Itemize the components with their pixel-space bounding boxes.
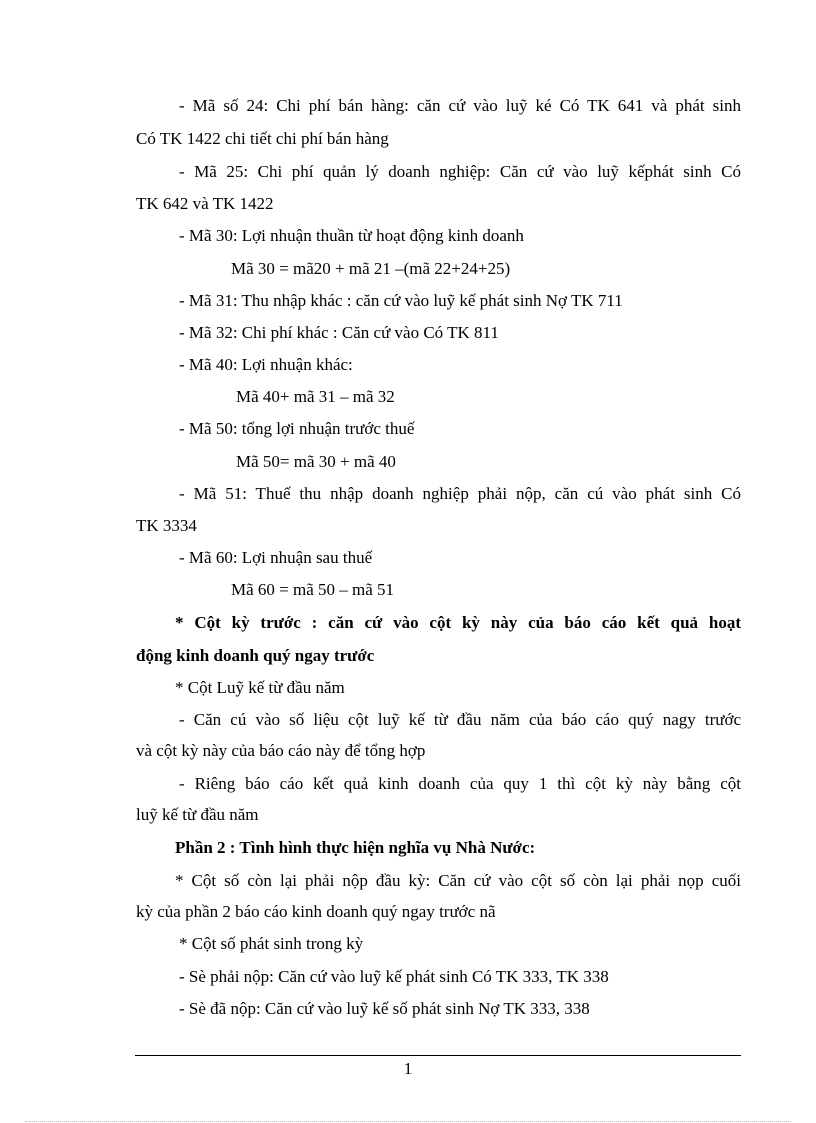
- footer-rule: [135, 1055, 741, 1056]
- text-line: - Riêng báo cáo kết quả kinh doanh của quy 1 thì cột kỳ này bằng cột: [179, 774, 741, 793]
- text-line: - Mã 25: Chi phí quản lý doanh nghiệp: Căn cứ vào luỹ kếphát sinh Có: [179, 162, 741, 181]
- formula-line: Mã 50= mã 30 + mã 40: [236, 452, 396, 471]
- page-break-line: [25, 1121, 791, 1122]
- text-line: và cột kỳ này của báo cáo này để tổng hợp: [136, 741, 426, 760]
- text-line: * Cột số còn lại phải nộp đầu kỳ: Căn cứ vào cột số còn lại phải nọp cuối: [175, 871, 741, 890]
- section-heading: động kinh doanh quý ngay trước: [136, 646, 375, 665]
- text-line: TK 3334: [136, 516, 197, 535]
- text-line: - Mã 40: Lợi nhuận khác:: [179, 355, 353, 374]
- text-line: - Sè phải nộp: Căn cứ vào luỹ kế phát sinh Có TK 333, TK 338: [179, 967, 609, 986]
- text-line: - Mã 51: Thuế thu nhập doanh nghiệp phải nộp, căn cú vào phát sinh Có: [179, 484, 741, 503]
- text-line: - Sè đã nộp: Căn cứ vào luỹ kế số phát sinh Nợ TK 333, 338: [179, 999, 590, 1018]
- text-line: * Cột số phát sinh trong kỳ: [179, 934, 364, 953]
- text-line: kỳ của phần 2 báo cáo kinh doanh quý ngay trước nã: [136, 902, 496, 921]
- text-line: - Mã 32: Chi phí khác : Căn cứ vào Có TK 811: [179, 323, 499, 342]
- text-line: TK 642 và TK 1422: [136, 194, 274, 213]
- section-heading: * Cột kỳ trước : căn cứ vào cột kỳ này của báo cáo kết quả hoạt: [175, 613, 741, 632]
- section-heading: Phần 2 : Tình hình thực hiện nghĩa vụ Nhà Nước:: [175, 838, 536, 857]
- text-line: - Mã số 24: Chi phí bán hàng: căn cứ vào luỹ ké Có TK 641 và phát sinh: [179, 96, 741, 115]
- text-line: - Mã 30: Lợi nhuận thuần từ hoạt động kinh doanh: [179, 226, 524, 245]
- text-line: - Mã 60: Lợi nhuận sau thuế: [179, 548, 373, 567]
- text-line: luỹ kế từ đầu năm: [136, 805, 259, 824]
- text-line: Có TK 1422 chi tiết chi phí bán hàng: [136, 129, 389, 148]
- text-line: - Mã 31: Thu nhập khác : căn cứ vào luỹ kế phát sinh Nợ TK 711: [179, 291, 623, 310]
- formula-line: Mã 60 = mã 50 – mã 51: [231, 580, 395, 599]
- text-line: - Mã 50: tổng lợi nhuận trước thuế: [179, 419, 415, 438]
- text-line: * Cột Luỹ kế từ đầu năm: [175, 678, 345, 697]
- formula-line: Mã 40+ mã 31 – mã 32: [236, 387, 395, 406]
- formula-line: Mã 30 = mã20 + mã 21 –(mã 22+24+25): [231, 259, 511, 278]
- text-line: - Căn cú vào số liệu cột luỹ kế từ đầu năm của báo cáo quý nagy trước: [179, 710, 741, 729]
- page-number: 1: [403, 1059, 413, 1078]
